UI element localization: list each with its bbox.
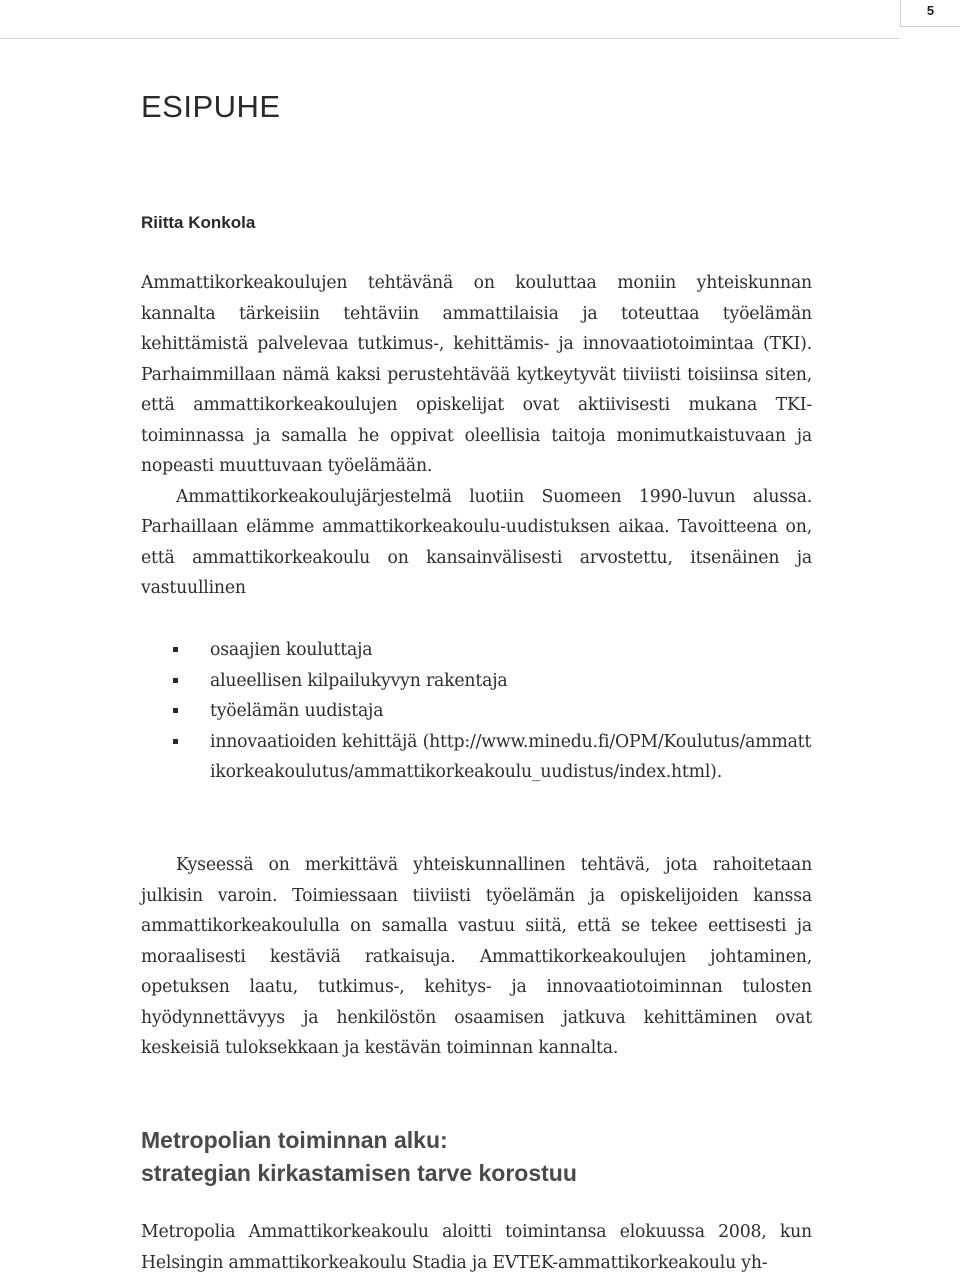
list-item-text: alueellisen kilpailukyvyn rakentaja	[210, 670, 508, 691]
role-list	[141, 635, 812, 788]
chapter-title: ESIPUHE	[141, 89, 281, 124]
list-item-text: innovaatioiden kehittäjä (http://www.minedu.fi/OPM/Koulutus/ammattikorkeakoulutus/ammattikorkeakoulu_uudistus/index.html).	[210, 731, 812, 782]
intro-section	[141, 268, 812, 604]
list-item	[141, 666, 812, 697]
list-item	[141, 696, 812, 727]
header-divider	[0, 38, 900, 39]
bullet-icon	[173, 647, 178, 652]
bullet-icon	[173, 739, 178, 744]
page-number: 5	[900, 0, 960, 27]
metropolia-section	[141, 1217, 812, 1278]
list-item-text: työelämän uudistaja	[210, 701, 384, 721]
intro-paragraph-2: Ammattikorkeakoulujärjestelmä luotiin Suomeen 1990-luvun alussa. Parhaillaan elämme ammattikorkeakoulu-uudistuksen aikaa. Tavoitteena on, että ammattikorkeakoulu on kansainvälisesti arvostettu, itsenäinen ja vastuullinen	[141, 486, 812, 598]
bullet-icon	[173, 678, 178, 683]
section-heading	[141, 1124, 577, 1190]
section-heading-line-1: Metropolian toiminnan alku:	[141, 1127, 448, 1153]
responsibility-section	[141, 850, 812, 1064]
responsibility-paragraph: Kyseessä on merkittävä yhteiskunnallinen tehtävä, jota rahoitetaan julkisin varoin. Toimiessaan tiiviisti työelämän ja opiskelijoiden kanssa ammattikorkeakoululla on samalla vastuu siitä, että se tekee eettisesti ja moraalisesti kestäviä ratkaisuja. Ammattikorkeakoulujen johtaminen, opetuksen laatu, tutkimus-, kehitys- ja innovaatiotoiminnan tulosten hyödynnettävyys ja henkilöstön osaamisen jatkuva kehittäminen ovat keskeisiä tuloksekkaan ja kestävän toiminnan kannalta.	[141, 855, 812, 1058]
intro-paragraph-1: Ammattikorkeakoulujen tehtävänä on kouluttaa moniin yhteiskunnan kannalta tärkeisiin tehtäviin ammattilaisia ja toteuttaa työelämän kehittämistä palvelevaa tutkimus-, kehittämis- ja innovaatiotoimintaa (TKI). Parhaimmillaan nämä kaksi perustehtävää kytkeytyvät tiiviisti toisiinsa siten, että ammattikorkeakoulujen opiskelijat ovat aktiivisesti mukana TKI-toiminnassa ja samalla he oppivat oleellisia taitoja monimutkaistuvaan ja nopeasti muuttuvaan työelämään.	[141, 273, 812, 476]
bullet-icon	[173, 708, 178, 713]
list-item-text: osaajien kouluttaja	[210, 640, 373, 660]
list-item	[141, 727, 812, 788]
author-name: Riitta Konkola	[141, 213, 256, 232]
list-item	[141, 635, 812, 666]
section-heading-line-2: strategian kirkastamisen tarve korostuu	[141, 1160, 577, 1186]
metropolia-paragraph: Metropolia Ammattikorkeakoulu aloitti toimintansa elokuussa 2008, kun Helsingin ammattikorkeakoulu Stadia ja EVTEK-ammattikorkeakoulu yh-	[141, 1222, 812, 1273]
